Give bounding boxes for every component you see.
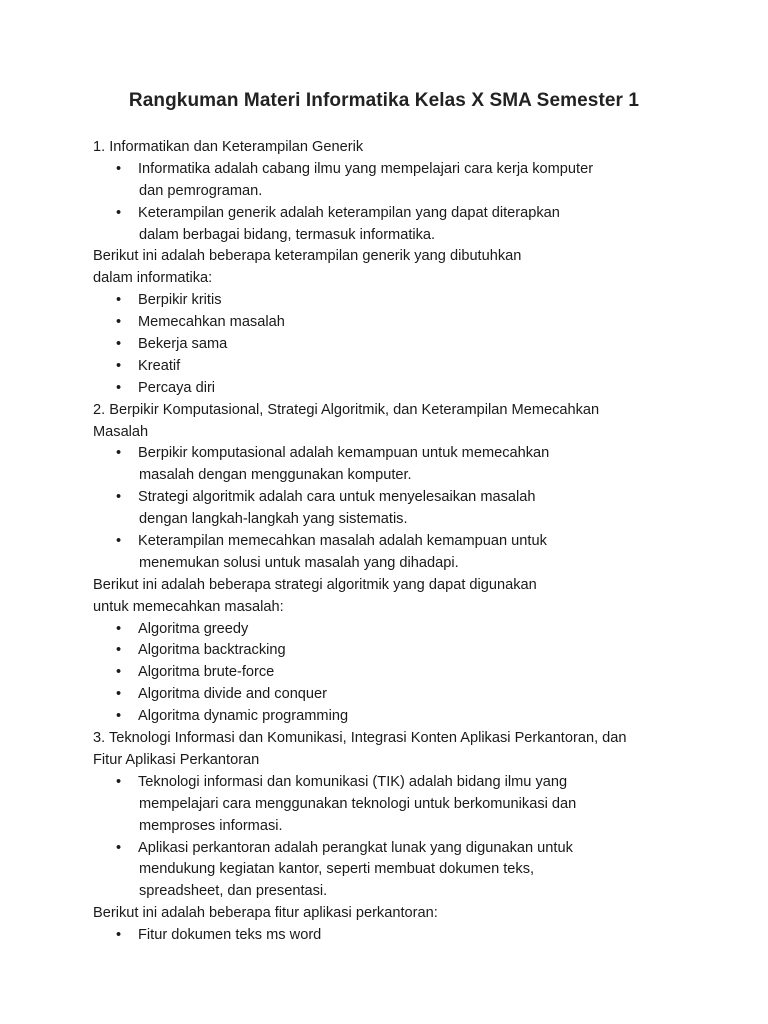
point-text: Aplikasi perkantoran adalah perangkat lunak yang digunakan untuk [138, 839, 573, 856]
section-1-point-2 [93, 203, 683, 225]
bullet-marker: • [116, 379, 122, 396]
point-continuation: dengan langkah-langkah yang sistematis. [139, 511, 408, 528]
point-continuation: memproses informasi. [139, 817, 283, 834]
bullet-marker: • [116, 927, 122, 944]
list-item [93, 312, 683, 334]
list-item-text: Berpikir kritis [138, 292, 222, 309]
bullet-marker: • [116, 314, 122, 331]
section-2-intro: Berikut ini adalah beberapa strategi algoritmik yang dapat digunakan [93, 576, 537, 593]
bullet-marker: • [116, 204, 122, 221]
document-body [93, 137, 683, 947]
section-2-intro: untuk memecahkan masalah: [93, 598, 284, 615]
list-item-text: Algoritma greedy [138, 620, 249, 637]
point-text: Informatika adalah cabang ilmu yang mempelajari cara kerja komputer [138, 160, 594, 177]
section-3-point-1 [93, 772, 683, 794]
section-2-heading: 2. Berpikir Komputasional, Strategi Algoritmik, dan Keterampilan Memecahkan [93, 401, 600, 418]
list-item [93, 684, 683, 706]
bullet-marker: • [116, 642, 122, 659]
list-item-text: Fitur dokumen teks ms word [138, 927, 322, 944]
section-1-intro: Berikut ini adalah beberapa keterampilan generik yang dibutuhkan [93, 248, 522, 265]
section-1-heading: 1. Informatikan dan Keterampilan Generik [93, 139, 364, 155]
list-item [93, 378, 683, 400]
point-continuation: menemukan solusi untuk masalah yang dihadapi. [139, 554, 459, 571]
point-continuation: spreadsheet, dan presentasi. [139, 883, 328, 900]
list-item-text: Algoritma brute-force [138, 664, 275, 681]
section-2-point-3 [93, 531, 683, 553]
point-text: Strategi algoritmik adalah cara untuk menyelesaikan masalah [138, 489, 536, 506]
section-2-point-2 [93, 487, 683, 509]
bullet-marker: • [116, 708, 122, 725]
page-title: Rangkuman Materi Informatika Kelas X SMA Semester 1 [128, 90, 640, 111]
list-item [93, 290, 683, 312]
bullet-marker: • [116, 445, 122, 462]
section-3-heading: Fitur Aplikasi Perkantoran [93, 751, 260, 768]
bullet-marker: • [116, 357, 122, 374]
point-continuation: mempelajari cara menggunakan teknologi untuk berkomunikasi dan [139, 795, 577, 812]
section-3-intro: Berikut ini adalah beberapa fitur aplikasi perkantoran: [93, 905, 438, 922]
bullet-marker: • [116, 686, 122, 703]
list-item [93, 640, 683, 662]
bullet-marker: • [116, 664, 122, 681]
list-item-text: Algoritma divide and conquer [138, 686, 328, 703]
list-item-text: Algoritma backtracking [138, 642, 286, 659]
list-item [93, 619, 683, 641]
bullet-marker: • [116, 773, 122, 790]
list-item-text: Memecahkan masalah [138, 314, 285, 331]
bullet-marker: • [116, 336, 122, 353]
point-continuation: mendukung kegiatan kantor, seperti membuat dokumen teks, [139, 861, 535, 878]
section-1-intro: dalam informatika: [93, 270, 213, 287]
list-item [93, 925, 683, 947]
section-2-heading: Masalah [93, 423, 149, 440]
list-item-text: Percaya diri [138, 379, 216, 396]
point-continuation: dalam berbagai bidang, termasuk informatika. [139, 226, 436, 243]
bullet-marker: • [116, 489, 122, 506]
bullet-marker: • [116, 533, 122, 550]
list-item [93, 706, 683, 728]
point-text: Keterampilan memecahkan masalah adalah kemampuan untuk [138, 533, 547, 550]
section-2-point-1 [93, 443, 683, 465]
list-item-text: Kreatif [138, 357, 181, 374]
section-1-point-1 [93, 159, 683, 181]
bullet-marker: • [116, 839, 122, 856]
point-text: Teknologi informasi dan komunikasi (TIK) adalah bidang ilmu yang [138, 773, 568, 790]
bullet-marker: • [116, 620, 122, 637]
bullet-marker: • [116, 292, 122, 309]
point-continuation: masalah dengan menggunakan komputer. [139, 467, 412, 484]
list-item-text: Bekerja sama [138, 336, 228, 353]
section-3-point-2 [93, 838, 683, 860]
list-item [93, 662, 683, 684]
list-item [93, 334, 683, 356]
list-item-text: Algoritma dynamic programming [138, 708, 349, 725]
list-item [93, 356, 683, 378]
bullet-marker: • [116, 160, 122, 177]
point-text: Berpikir komputasional adalah kemampuan untuk memecahkan [138, 445, 550, 462]
point-continuation: dan pemrograman. [139, 182, 263, 199]
point-text: Keterampilan generik adalah keterampilan yang dapat diterapkan [138, 204, 560, 221]
section-3-heading: 3. Teknologi Informasi dan Komunikasi, Integrasi Konten Aplikasi Perkantoran, dan [93, 730, 627, 747]
